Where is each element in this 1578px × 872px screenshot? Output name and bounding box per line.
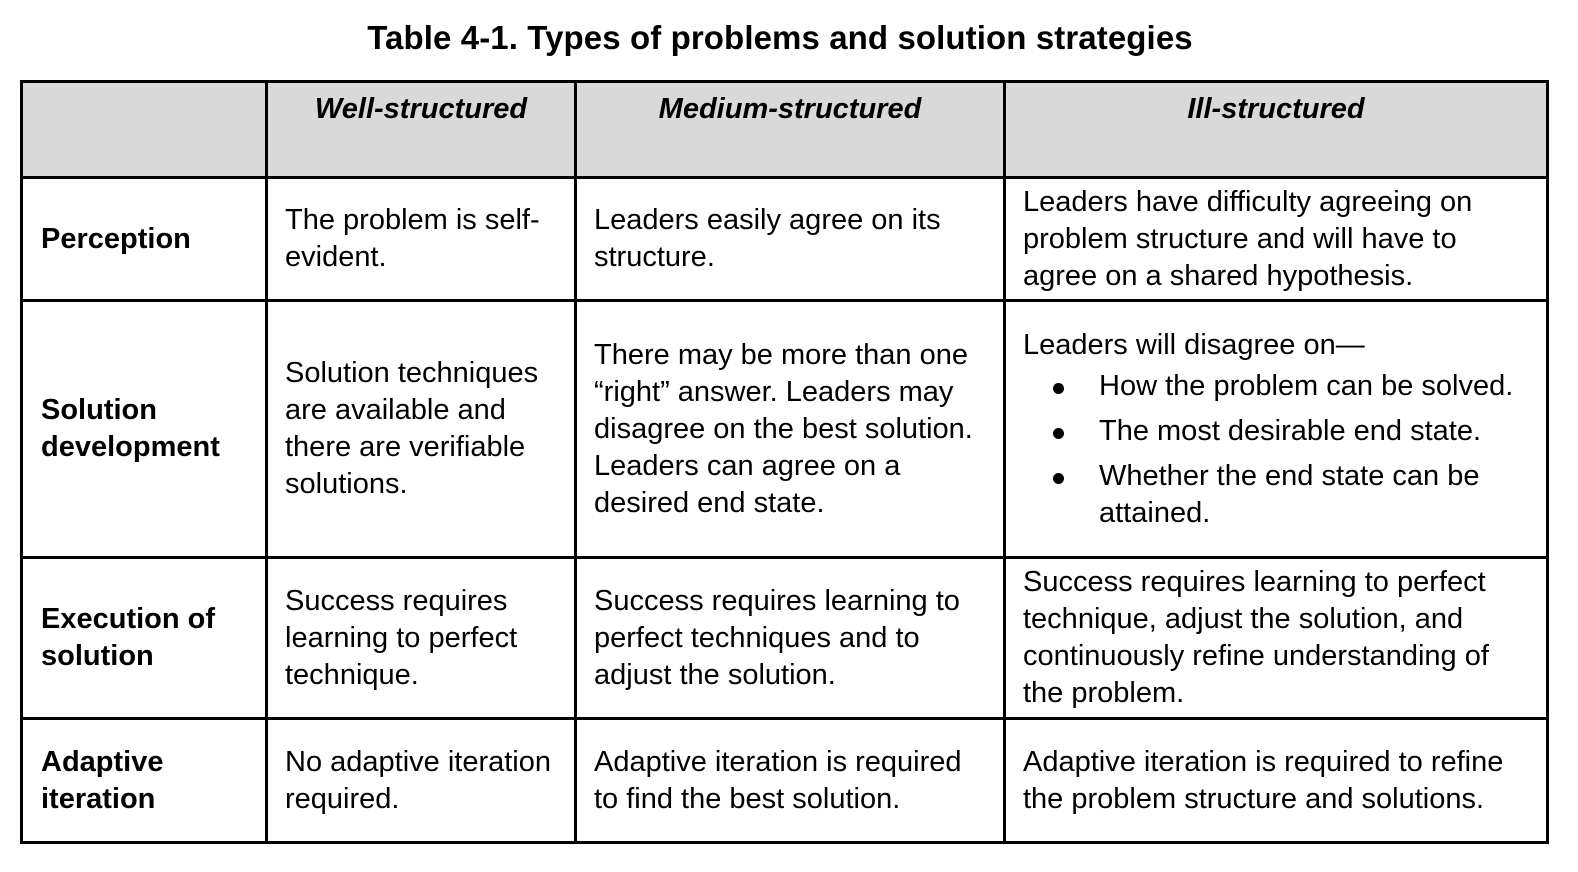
bullet-text: Whether the end state can be attained. xyxy=(1099,459,1480,529)
cell-solution-development-well: Solution techniques are available and there are verifiable solutions. xyxy=(267,301,576,558)
row-header-execution-of-solution: Execution of solution xyxy=(22,558,267,719)
cell-execution-well: Success requires learning to perfect technique. xyxy=(267,558,576,719)
bullet-dot-icon xyxy=(1053,428,1064,439)
cell-perception-ill: Leaders have difficulty agreeing on problem structure and will have to agree on a shared hypothesis. xyxy=(1005,178,1548,301)
bullet-text: How the problem can be solved. xyxy=(1099,369,1514,402)
table-header-row xyxy=(22,82,1548,178)
row-header-perception: Perception xyxy=(22,178,267,301)
bullet-item xyxy=(1023,458,1536,532)
column-header-empty xyxy=(22,82,267,178)
bullet-dot-icon xyxy=(1053,383,1064,394)
row-header-solution-development: Solution development xyxy=(22,301,267,558)
ill-structured-intro: Leaders will disagree on— xyxy=(1023,328,1365,361)
bullet-item xyxy=(1023,413,1536,450)
column-header-well-structured: Well-structured xyxy=(267,82,576,178)
bullet-dot-icon xyxy=(1053,473,1064,484)
cell-solution-development-ill xyxy=(1005,301,1548,558)
problem-types-table xyxy=(20,80,1549,844)
column-header-ill-structured: Ill-structured xyxy=(1005,82,1548,178)
row-header-adaptive-iteration: Adaptive iteration xyxy=(22,719,267,843)
cell-solution-development-medium: There may be more than one “right” answer. Leaders may disagree on the best solution. Leaders can agree on a desired end state. xyxy=(576,301,1005,558)
cell-execution-ill: Success requires learning to perfect technique, adjust the solution, and continuously refine understanding of the problem. xyxy=(1005,558,1548,719)
cell-adaptive-well: No adaptive iteration required. xyxy=(267,719,576,843)
cell-adaptive-medium: Adaptive iteration is required to find the best solution. xyxy=(576,719,1005,843)
cell-adaptive-ill: Adaptive iteration is required to refine the problem structure and solutions. xyxy=(1005,719,1548,843)
cell-perception-medium: Leaders easily agree on its structure. xyxy=(576,178,1005,301)
column-header-medium-structured: Medium-structured xyxy=(576,82,1005,178)
table-row-adaptive-iteration xyxy=(22,719,1548,843)
table-row-solution-development xyxy=(22,301,1548,558)
bullet-text: The most desirable end state. xyxy=(1099,414,1482,447)
table-row-execution-of-solution xyxy=(22,558,1548,719)
table-row-perception xyxy=(22,178,1548,301)
bullet-item xyxy=(1023,368,1536,405)
ill-structured-bullet-list xyxy=(1023,368,1536,532)
table-title: Table 4-1. Types of problems and solution strategies xyxy=(367,19,1193,56)
cell-execution-medium: Success requires learning to perfect techniques and to adjust the solution. xyxy=(576,558,1005,719)
cell-perception-well: The problem is self-evident. xyxy=(267,178,576,301)
